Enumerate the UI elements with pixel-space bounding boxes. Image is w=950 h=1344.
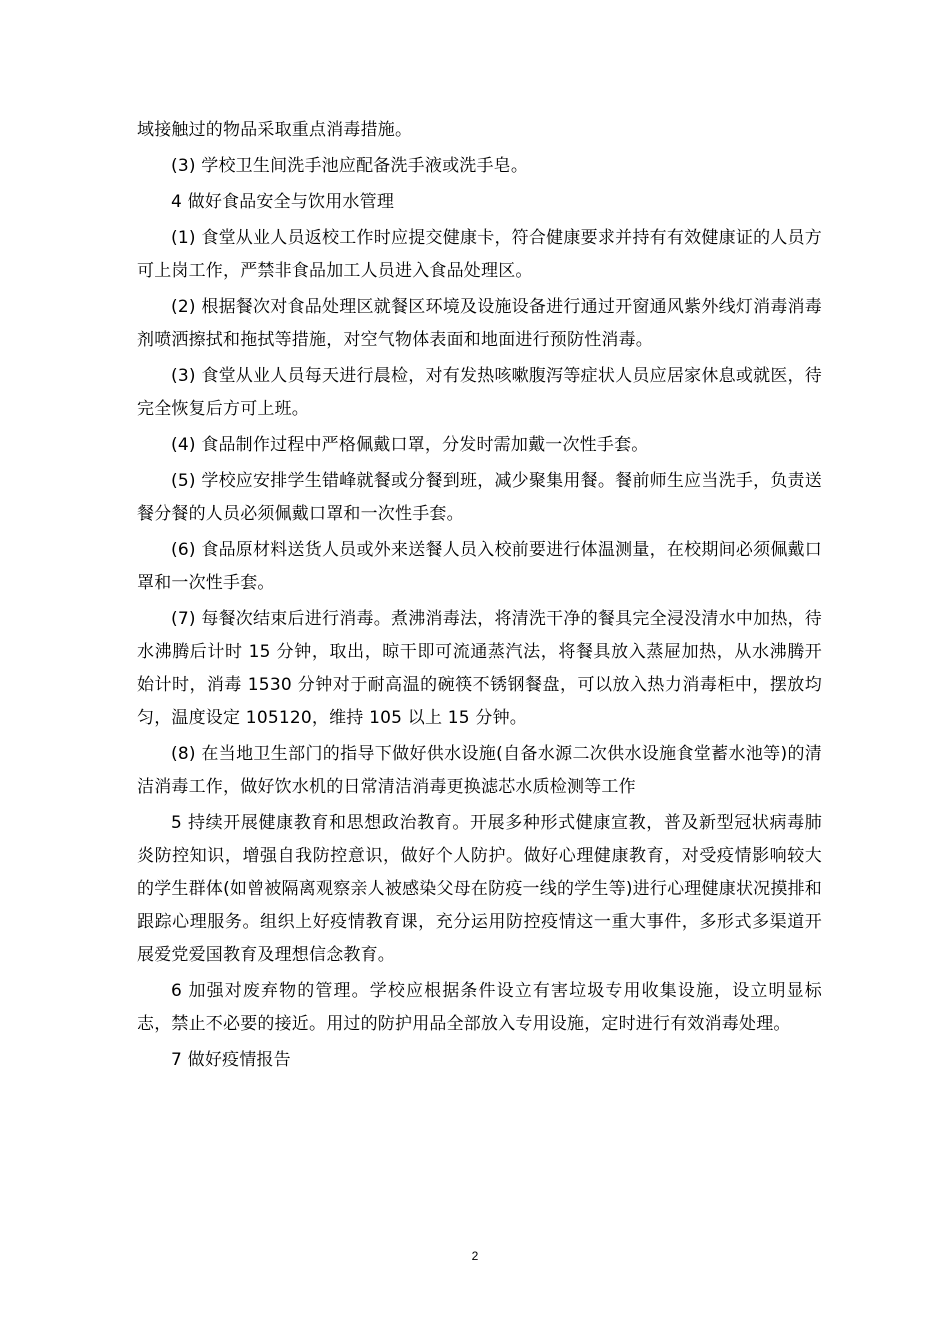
document-body	[137, 114, 822, 1080]
paragraph-item-1-health-card: (1) 食堂从业人员返校工作时应提交健康卡，符合健康要求并持有有效健康证的人员方可上岗工作，严禁非食品加工人员进入食品处理区。	[137, 228, 822, 281]
paragraph-item-5-staggered-meals: (5) 学校应安排学生错峰就餐或分餐到班，减少聚集用餐。餐前师生应当洗手，负责送餐分餐的人员必须佩戴口罩和一次性手套。	[137, 471, 822, 524]
section-6-waste-management: 6 加强对废弃物的管理。学校应根据条件设立有害垃圾专用收集设施，设立明显标志，禁止不必要的接近。用过的防护用品全部放入专用设施，定时进行有效消毒处理。	[137, 981, 822, 1034]
paragraph-item-4-masks: (4) 食品制作过程中严格佩戴口罩，分发时需加戴一次性手套。	[171, 435, 649, 455]
paragraph-item-7-tableware-disinfection: (7) 每餐次结束后进行消毒。煮沸消毒法，将清洗干净的餐具完全浸没清水中加热，待水沸腾后计时 15 分钟，取出，晾干即可流通蒸汽法，将餐具放入蒸屉加热，从水沸腾开始计时，消毒 1530 分钟对于耐高温的碗筷不锈钢餐盘，可以放入热力消毒柜中，摆放均匀，温度设定 105120，维持 105 以上 15 分钟。	[137, 609, 822, 728]
section-heading-7: 7 做好疫情报告	[171, 1050, 291, 1070]
paragraph-item-3-morning-check: (3) 食堂从业人员每天进行晨检，对有发热咳嗽腹泻等症状人员应居家休息或就医，待完全恢复后方可上班。	[137, 366, 822, 419]
paragraph-continuation: 域接触过的物品采取重点消毒措施。	[137, 120, 413, 140]
page-number: 2	[471, 1249, 479, 1263]
paragraph-item-3-handwashing: (3) 学校卫生间洗手池应配备洗手液或洗手皂。	[171, 156, 529, 176]
section-heading-4: 4 做好食品安全与饮用水管理	[171, 192, 395, 212]
paragraph-item-8-water-facilities: (8) 在当地卫生部门的指导下做好供水设施(自备水源二次供水设施食堂蓄水池等)的清洁消毒工作，做好饮水机的日常清洁消毒更换滤芯水质检测等工作	[137, 744, 822, 797]
paragraph-item-2-disinfection: (2) 根据餐次对食品处理区就餐区环境及设施设备进行通过开窗通风紫外线灯消毒消毒剂喷洒擦拭和拖拭等措施，对空气物体表面和地面进行预防性消毒。	[137, 297, 822, 350]
section-5-health-education: 5 持续开展健康教育和思想政治教育。开展多种形式健康宣教，普及新型冠状病毒肺炎防控知识，增强自我防控意识，做好个人防护。做好心理健康教育，对受疫情影响较大的学生群体(如曾被隔离观察亲人被感染父母在防疫一线的学生等)进行心理健康状况摸排和跟踪心理服务。组织上好疫情教育课，充分运用防控疫情这一重大事件，多形式多渠道开展爱党爱国教育及理想信念教育。	[137, 813, 822, 965]
paragraph-item-6-delivery-staff: (6) 食品原材料送货人员或外来送餐人员入校前要进行体温测量，在校期间必须佩戴口罩和一次性手套。	[137, 540, 822, 593]
